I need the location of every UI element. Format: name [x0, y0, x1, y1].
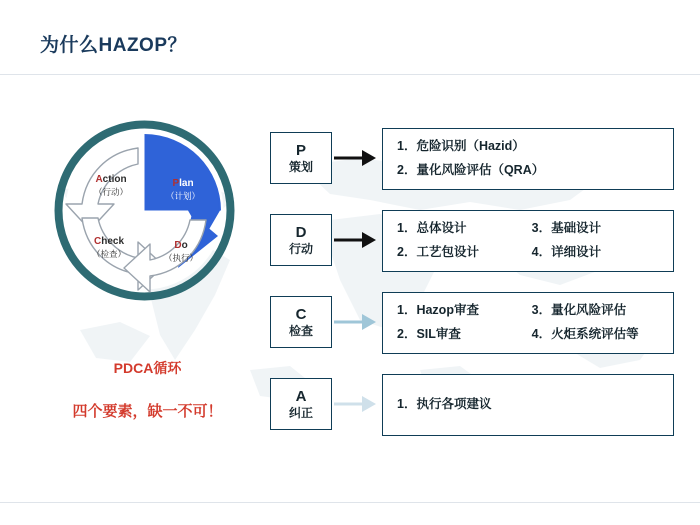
content-box-d[interactable]: [382, 210, 674, 272]
stage-box-p[interactable]: [270, 132, 332, 184]
page-title: 为什么HAZOP？: [40, 35, 188, 56]
content-d-item-1: 1．总体设计: [397, 221, 467, 236]
wheel-plan-cn: （计划）: [165, 190, 200, 201]
content-c-item-4: 4．火炬系统评估等: [531, 327, 639, 341]
content-d-item-2: 2．工艺包设计: [397, 245, 479, 259]
pdca-wheel: [52, 118, 237, 303]
stage-d-label: 行动: [288, 241, 313, 256]
content-c-item-3: 3．量化风险评估: [531, 303, 627, 318]
wheel-action-initial: A: [95, 174, 103, 185]
wheel-check-cn: （检查）: [91, 248, 126, 259]
footer-divider: [0, 502, 700, 503]
wheel-plan-initial: P: [172, 178, 180, 189]
content-p-item-1: 1．危险识别（Hazid）: [397, 139, 525, 154]
stage-p-label: 策划: [288, 159, 313, 174]
wheel-check-en-rest: heck: [101, 236, 125, 247]
stage-box-a[interactable]: [270, 378, 332, 430]
content-p-row-2: [397, 159, 659, 183]
content-a-row-1: [397, 393, 659, 417]
content-box-c[interactable]: [382, 292, 674, 354]
wheel-do-en-rest: o: [181, 240, 188, 251]
arrow-p-icon: [334, 146, 376, 170]
pdca-wheel-graphic: [52, 118, 237, 303]
wheel-action-en-rest: ction: [102, 174, 127, 185]
pdca-caption-line1: PDCA循环: [113, 360, 182, 376]
content-d-item-4: 4．详细设计: [531, 245, 602, 259]
content-c-row-2: [397, 323, 659, 347]
wheel-check-initial: C: [93, 236, 102, 247]
stage-a-label: 纠正: [288, 405, 313, 420]
stage-c-letter: C: [295, 305, 307, 323]
wheel-do-initial: D: [174, 240, 182, 251]
title-divider: [0, 74, 700, 75]
wheel-action-cn: （行动）: [93, 186, 128, 197]
content-p-item-2: 2．量化风险评估（QRA）: [397, 163, 545, 177]
stage-c-label: 检查: [288, 323, 313, 338]
content-box-a[interactable]: [382, 374, 674, 436]
wheel-plan-en-rest: lan: [179, 178, 194, 189]
stage-box-c[interactable]: [270, 296, 332, 348]
content-d-row-2: [397, 241, 659, 265]
content-c-item-2: 2．SIL审查: [397, 327, 461, 341]
content-d-row-1: [397, 217, 659, 241]
stage-box-d[interactable]: [270, 214, 332, 266]
content-c-item-1: 1．Hazop审查: [397, 303, 479, 318]
stage-p-letter: P: [295, 141, 306, 159]
wheel-do-cn: （执行）: [163, 252, 198, 263]
content-d-item-3: 3．基础设计: [531, 221, 602, 236]
content-p-row-1: [397, 135, 659, 159]
stage-d-letter: D: [295, 223, 307, 241]
arrow-c-icon: [334, 310, 376, 334]
arrow-d-icon: [334, 228, 376, 252]
content-box-p[interactable]: [382, 128, 674, 190]
stage-a-letter: A: [295, 387, 307, 405]
content-c-row-1: [397, 299, 659, 323]
pdca-caption-line2: 四个要素，缺一不可！: [72, 403, 223, 420]
content-a-item-1: 1．执行各项建议: [397, 397, 492, 412]
arrow-a-icon: [334, 392, 376, 416]
